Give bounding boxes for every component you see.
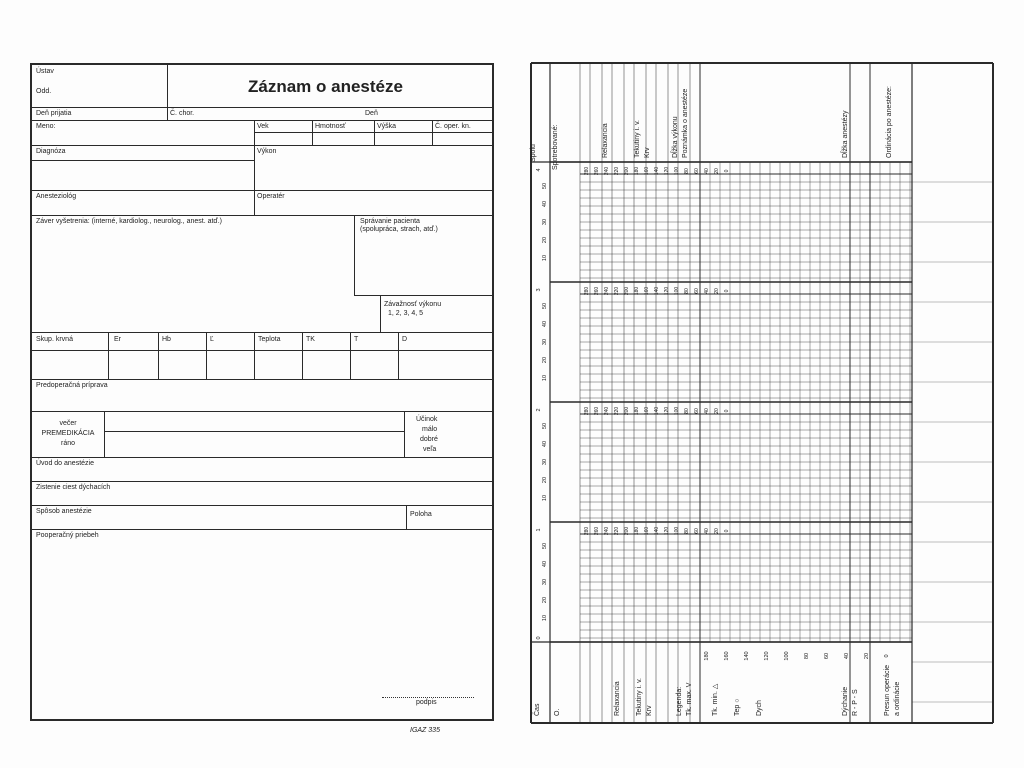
transfer-label: Presun operácie [884, 665, 891, 716]
scale-label-1-4: 200 [624, 286, 630, 296]
minute-tick-0-4: 10 [542, 254, 548, 262]
postop-label: Pooperačný priebeh [36, 532, 99, 539]
minute-tick-3-2: 30 [542, 578, 548, 586]
day-label: Deň [365, 110, 378, 117]
scale-label-3-6: 160 [644, 526, 650, 536]
legend-tk-max: Tk. max. V [686, 682, 693, 716]
anesthesia-duration-label: Dĺžka anestézy [842, 110, 849, 158]
scale-label-0-13: 20 [714, 168, 720, 174]
scale-label-3-12: 40 [704, 528, 710, 534]
legend-breath: Dych [756, 700, 763, 716]
effect-high: veľa [423, 446, 437, 453]
scale-label-0-9: 100 [674, 166, 680, 176]
scale-label-1-6: 160 [644, 286, 650, 296]
scale-label-2-1: 260 [594, 406, 600, 416]
weight-label: Hmotnosť [315, 123, 346, 130]
relaxants-footer-label: Relaxancia [614, 681, 621, 716]
anesthesia-chart [530, 62, 994, 724]
scale-label-3-9: 100 [674, 526, 680, 536]
minute-tick-3-1: 40 [542, 560, 548, 568]
minute-tick-0-3: 20 [542, 236, 548, 244]
scale-label-2-13: 20 [714, 408, 720, 414]
diagnosis-label: Diagnóza [36, 148, 66, 155]
scale-label-1-2: 240 [604, 286, 610, 296]
scale-label-3-1: 260 [594, 526, 600, 536]
scale-label-0-10: 80 [684, 168, 690, 174]
minute-tick-1-0: 50 [542, 302, 548, 310]
scale-label-0-6: 160 [644, 166, 650, 176]
minute-tick-0-2: 30 [542, 218, 548, 226]
minute-tick-2-2: 30 [542, 458, 548, 466]
scale-label-0-3: 220 [614, 166, 620, 176]
scale-label-1-7: 140 [654, 286, 660, 296]
oper-book-label: Č. oper. kn. [435, 123, 471, 130]
effect-label: Účinok [416, 416, 438, 423]
scale-label-0-14: 0 [724, 169, 730, 173]
scale-label-0-0: 280 [584, 166, 590, 176]
footer-scale-6: 60 [824, 652, 830, 660]
scale-label-3-5: 180 [634, 526, 640, 536]
scale-label-3-13: 20 [714, 528, 720, 534]
breathing-label: Dýchanie [842, 686, 849, 716]
name-label: Meno: [36, 123, 56, 130]
form-code: IGAZ 335 [410, 727, 440, 734]
footer-scale-5: 80 [804, 652, 810, 660]
scale-label-0-7: 140 [654, 166, 660, 176]
minute-tick-2-3: 20 [542, 476, 548, 484]
scale-label-3-8: 120 [664, 526, 670, 536]
signature-line [382, 697, 474, 698]
position-label: Poloha [410, 511, 432, 518]
scale-label-3-10: 80 [684, 528, 690, 534]
hour-mark-2: 2 [536, 408, 542, 412]
scale-label-2-2: 240 [604, 406, 610, 416]
blood-group-label: Skup. krvná [36, 336, 73, 343]
form-title: Záznam o anestéze [248, 77, 403, 96]
fluids-label: Tekutiny i. v. [634, 120, 641, 158]
scale-label-3-14: 0 [724, 529, 730, 533]
method-label: Spôsob anestézie [36, 508, 92, 515]
scale-label-1-9: 100 [674, 286, 680, 296]
case-number-label: Č. chor. [170, 110, 195, 117]
hour-mark-3: 1 [536, 528, 542, 532]
effect-good: dobré [420, 436, 438, 443]
minute-tick-2-4: 10 [542, 494, 548, 502]
t-label: T [354, 336, 359, 343]
behavior-sublabel: (spolupráca, strach, atď.) [360, 226, 438, 233]
post-orders-label: Ordinácia po anestéze: [886, 86, 893, 158]
scale-label-1-5: 180 [634, 286, 640, 296]
minute-tick-2-0: 50 [542, 422, 548, 430]
scale-label-3-11: 60 [694, 528, 700, 534]
scale-label-3-0: 280 [584, 526, 590, 536]
scale-label-2-8: 120 [664, 406, 670, 416]
d-label: D [402, 336, 408, 343]
o-label: O. [554, 708, 561, 716]
er-label: Er [114, 336, 121, 343]
airway-label: Zistenie ciest dýchacích [36, 484, 111, 491]
orders-label: a ordinácie [894, 681, 901, 716]
age-label: Vek [257, 123, 269, 130]
legend-pulse: Tep ○ [734, 698, 741, 716]
evening-label: večer [59, 420, 77, 427]
legend-label: Legenda: [676, 686, 683, 716]
tk-label: TK [306, 336, 315, 343]
scale-label-0-1: 260 [594, 166, 600, 176]
scale-label-3-7: 140 [654, 526, 660, 536]
minute-tick-0-1: 40 [542, 200, 548, 208]
footer-scale-9: 0 [884, 654, 890, 658]
severity-label: Závažnosť výkonu [384, 301, 442, 308]
scale-label-1-14: 0 [724, 289, 730, 293]
scale-label-0-2: 240 [604, 166, 610, 176]
minute-tick-0-0: 50 [542, 182, 548, 190]
scale-label-2-10: 80 [684, 408, 690, 414]
scale-label-3-3: 220 [614, 526, 620, 536]
effect-low: málo [422, 426, 438, 433]
scale-label-1-0: 280 [584, 286, 590, 296]
footer-scale-0: 180 [704, 651, 710, 661]
scale-label-3-2: 240 [604, 526, 610, 536]
admission-day-label: Deň prijatia [36, 110, 72, 117]
induction-label: Úvod do anestézie [36, 460, 94, 467]
scale-label-0-4: 200 [624, 166, 630, 176]
minute-tick-1-4: 10 [542, 374, 548, 382]
scale-label-2-9: 100 [674, 406, 680, 416]
hour-mark-0: 4 [536, 168, 542, 172]
footer-scale-7: 40 [844, 652, 850, 660]
procedure-duration-label: Dĺžka výkonu [672, 116, 679, 158]
scale-label-1-1: 260 [594, 286, 600, 296]
minute-tick-3-0: 50 [542, 542, 548, 550]
blood-footer-label: Krv [646, 705, 653, 716]
height-label: Výška [377, 123, 397, 130]
minute-tick-3-4: 10 [542, 614, 548, 622]
scale-label-0-8: 120 [664, 166, 670, 176]
operator-label: Operatér [257, 193, 285, 200]
footer-scale-3: 120 [764, 651, 770, 661]
footer-scale-2: 140 [744, 651, 750, 661]
hour-mark-4: 0 [536, 636, 542, 640]
scale-label-1-11: 60 [694, 288, 700, 294]
minute-tick-1-3: 20 [542, 356, 548, 364]
scale-label-1-8: 120 [664, 286, 670, 296]
total-label: Spolu [530, 144, 537, 162]
minute-tick-2-1: 40 [542, 440, 548, 448]
consumed-label: Spotrebované: [552, 124, 559, 170]
odd-label: Odd. [36, 88, 52, 95]
chart-grid [530, 62, 994, 724]
time-label: Čas [534, 703, 541, 716]
scale-label-1-10: 80 [684, 288, 690, 294]
scale-label-2-12: 40 [704, 408, 710, 414]
scale-label-1-13: 20 [714, 288, 720, 294]
severity-scale: 1, 2, 3, 4, 5 [388, 310, 424, 317]
scale-label-2-14: 0 [724, 409, 730, 413]
legend-tk-min: Tk. min. △ [712, 683, 719, 716]
examination-label: Záver vyšetrenia: (interné, kardiolog., neurolog., anest. atď.) [36, 218, 223, 225]
relaxants-label: Relaxancia [602, 123, 609, 158]
fluids-footer-label: Tekutiny i. v. [636, 678, 643, 716]
anesthesiologist-label: Anesteziológ [36, 193, 77, 200]
scale-label-3-4: 200 [624, 526, 630, 536]
ustav-label: Ústav [36, 68, 54, 75]
preop-label: Predoperačná príprava [36, 382, 108, 389]
minute-tick-3-3: 20 [542, 596, 548, 604]
scale-label-1-3: 220 [614, 286, 620, 296]
procedure-label: Výkon [257, 148, 277, 155]
scale-label-2-4: 200 [624, 406, 630, 416]
hb-label: Hb [162, 336, 171, 343]
minute-tick-1-1: 40 [542, 320, 548, 328]
anesthesia-note-label: Poznámka o anestéze [682, 88, 689, 158]
rps-label: R - P - S [852, 689, 859, 716]
scale-label-2-3: 220 [614, 406, 620, 416]
scale-label-0-12: 40 [704, 168, 710, 174]
behavior-label: Správanie pacienta [360, 218, 420, 225]
anesthesia-record-form [30, 63, 495, 723]
blood-label: Krv [644, 147, 651, 158]
morning-label: ráno [60, 440, 75, 447]
scale-label-0-11: 60 [694, 168, 700, 174]
minute-tick-1-2: 30 [542, 338, 548, 346]
footer-scale-4: 100 [784, 651, 790, 661]
scale-label-2-5: 180 [634, 406, 640, 416]
scale-label-2-0: 280 [584, 406, 590, 416]
scale-label-2-6: 160 [644, 406, 650, 416]
premedication-label: PREMEDIKÁCIA [41, 430, 95, 437]
scale-label-2-11: 60 [694, 408, 700, 414]
signature-label: podpis [416, 699, 437, 706]
footer-scale-8: 20 [864, 652, 870, 660]
temperature-label: Teplota [258, 336, 281, 343]
scale-label-1-12: 40 [704, 288, 710, 294]
footer-scale-1: 160 [724, 651, 730, 661]
scale-label-0-5: 180 [634, 166, 640, 176]
scale-label-2-7: 140 [654, 406, 660, 416]
hour-mark-1: 3 [536, 288, 542, 292]
l-label: Ľ [210, 336, 214, 343]
